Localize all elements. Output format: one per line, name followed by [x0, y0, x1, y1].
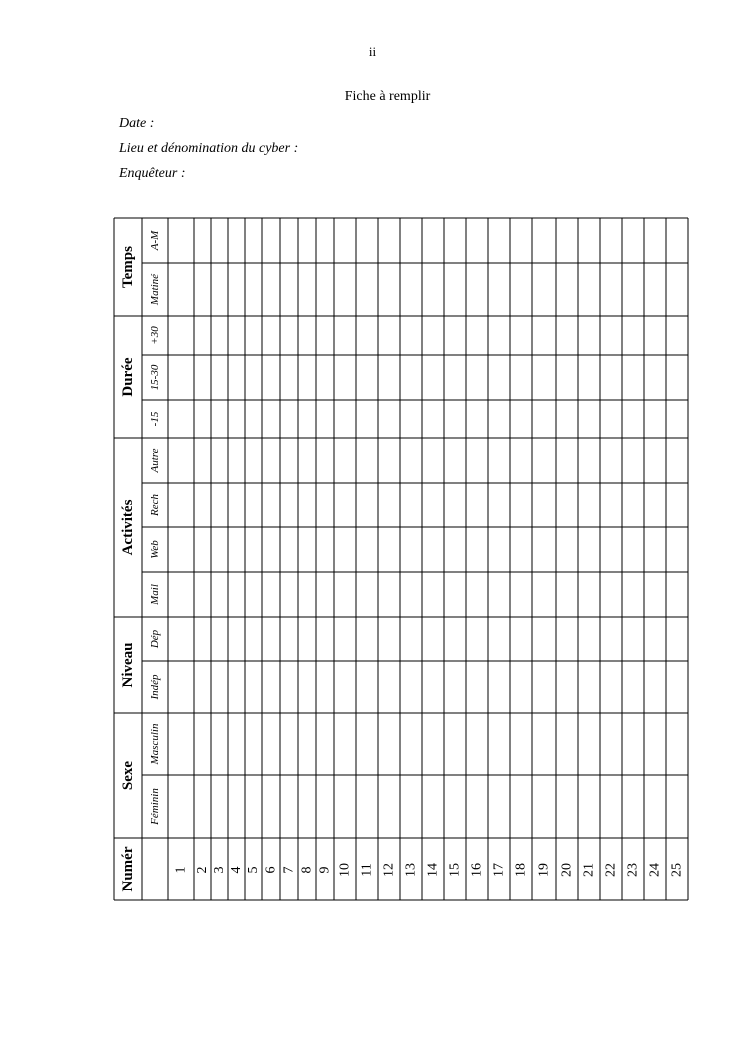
sub-header-2-1: Web — [149, 540, 161, 559]
group-header-3: Durée — [120, 357, 136, 397]
row-number: 3 — [212, 866, 227, 874]
sub-header-3-2: +30 — [149, 326, 161, 345]
row-number: 20 — [559, 863, 575, 877]
row-number: 11 — [359, 863, 375, 877]
group-header-2: Activités — [120, 499, 136, 556]
row-number: 10 — [337, 863, 353, 877]
sub-header-4-0: Matiné — [149, 273, 161, 306]
group-header-0: Sexe — [120, 760, 136, 791]
row-number: 22 — [603, 863, 619, 877]
sub-header-3-0: -15 — [149, 411, 161, 427]
group-header-1: Niveau — [120, 642, 136, 688]
investigator-field-label: Enquêteur : — [119, 166, 186, 181]
sub-header-1-1: Dép — [149, 629, 161, 649]
row-number: 23 — [625, 863, 641, 877]
row-number: 5 — [246, 866, 261, 874]
sub-header-2-0: Mail — [149, 584, 161, 605]
page-number: ii — [368, 44, 377, 59]
sub-header-0-0: Féminin — [149, 788, 161, 825]
row-number: 2 — [195, 866, 210, 874]
row-number: 14 — [425, 863, 441, 877]
row-number: 19 — [536, 863, 552, 877]
group-header-4: Temps — [120, 246, 136, 288]
row-number: 13 — [403, 863, 419, 877]
date-field-label: Date : — [119, 116, 155, 131]
row-number: 8 — [299, 866, 315, 874]
row-number: 1 — [173, 866, 189, 874]
row-number: 4 — [229, 866, 244, 874]
sub-header-3-1: 15-30 — [149, 364, 161, 391]
row-number: 6 — [263, 866, 279, 874]
sub-header-1-0: Indép — [149, 674, 161, 700]
location-field-label: Lieu et dénomination du cyber : — [119, 141, 299, 156]
sub-header-2-3: Autre — [149, 448, 161, 473]
sub-header-4-1: A-M — [149, 230, 161, 251]
row-number: 7 — [281, 866, 297, 874]
row-number: 9 — [317, 866, 333, 874]
sub-header-0-1: Masculin — [149, 723, 161, 765]
row-number: 16 — [469, 863, 485, 877]
row-number: 18 — [513, 863, 529, 877]
sub-header-2-2: Rech — [149, 494, 161, 516]
row-number: 21 — [581, 863, 597, 877]
row-number: 12 — [381, 863, 397, 877]
form-title: Fiche à remplir — [344, 89, 431, 104]
row-number: 17 — [491, 863, 507, 877]
number-header: Numér — [120, 846, 136, 892]
row-number: 24 — [647, 863, 663, 877]
row-number: 15 — [447, 863, 463, 877]
row-number: 25 — [669, 863, 685, 877]
